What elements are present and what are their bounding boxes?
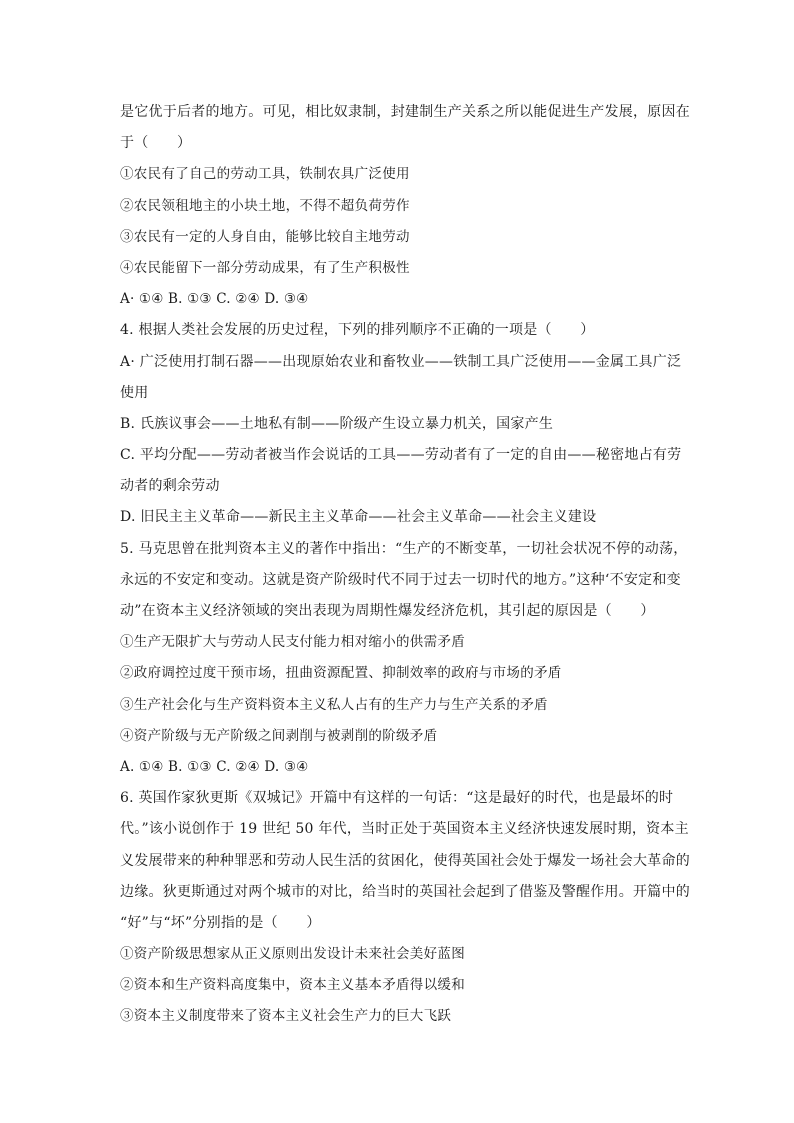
q3-option-4: ④农民能留下一部分劳动成果，有了生产积极性 (120, 259, 410, 276)
q6-stem-line-4: 边缘。狄更斯通过对两个城市的对比，给当时的英国社会起到了借鉴及警醒作用。开篇中的 (120, 883, 690, 900)
q3-option-3: ③农民有一定的人身自由，能够比较自主地劳动 (120, 228, 410, 245)
q4-stem: 4. 根据人类社会发展的历史过程，下列的排列顺序不正确的一项是（ ） (120, 322, 595, 339)
q5-option-1: ①生产无限扩大与劳动人民支付能力相对缩小的供需矛盾 (120, 634, 465, 651)
q3-stem-line-1: 是它优于后者的地方。可见，相比奴隶制，封建制生产关系之所以能促进生产发展，原因在 (120, 104, 690, 120)
q4-choice-c-line-1: C. 平均分配——劳动者被当作会说话的工具——劳动者有了一定的自由——秘密地占有劳 (120, 447, 682, 464)
q5-option-3: ③生产社会化与生产资料资本主义私人占有的生产力与生产关系的矛盾 (120, 696, 548, 713)
q6-option-2: ②资本和生产资料高度集中，资本主义基本矛盾得以缓和 (120, 977, 465, 994)
q6-stem-line-5: “好”与“坏”分别指的是（ ） (120, 914, 321, 931)
q6-stem-line-3: 义发展带来的种种罪恶和劳动人民生活的贫困化，使得英国社会处于爆发一场社会大革命的 (120, 852, 690, 869)
q4-choice-b: B. 氏族议事会——土地私有制——阶级产生设立暴力机关，国家产生 (120, 415, 554, 432)
q5-stem-line-2: 永远的不安定和变动。这就是资产阶级时代不同于过去一切时代的地方。”这种‘不安定和变 (120, 571, 681, 588)
q6-option-3: ③资本主义制度带来了资本主义社会生产力的巨大飞跃 (120, 1008, 452, 1025)
q5-stem-line-3: 动”在资本主义经济领域的突出表现为周期性爆发经济危机，其引起的原因是（ ） (120, 603, 655, 619)
q3-option-1: ①农民有了自己的劳动工具，铁制农具广泛使用 (120, 166, 410, 183)
q5-choices: A. ①④ B. ①③ C. ②④ D. ③④ (120, 758, 309, 775)
q5-option-2: ②政府调控过度干预市场，扭曲资源配置、抑制效率的政府与市场的矛盾 (120, 665, 562, 682)
q6-option-1: ①资产阶级思想家从正义原则出发设计未来社会美好蓝图 (120, 946, 465, 963)
q3-choices: A· ①④ B. ①③ C. ②④ D. ③④ (120, 291, 309, 308)
q4-choice-a-line-1: A· 广泛使用打制石器——出现原始农业和畜牧业——铁制工具广泛使用——金属工具广泛 (120, 353, 682, 370)
q5-stem-line-1: 5. 马克思曾在批判资本主义的著作中指出：“生产的不断变革，一切社会状况不停的动荡， (120, 540, 688, 557)
q3-option-2: ②农民领租地主的小块土地，不得不超负荷劳作 (120, 197, 410, 214)
q4-choice-d: D. 旧民主主义革命——新民主主义革命——社会主义革命——社会主义建设 (120, 509, 597, 526)
q5-option-4: ④资产阶级与无产阶级之间剥削与被剥削的阶级矛盾 (120, 727, 438, 744)
q6-stem-line-2: 代。”该小说创作于 19 世纪 50 年代，当时正处于英国资本主义经济快速发展时期，资本主 (120, 821, 689, 838)
q3-stem-line-2: 于（ ） (120, 135, 192, 152)
q4-choice-a-line-2: 使用 (120, 384, 149, 401)
q4-choice-c-line-2: 动者的剩余劳动 (120, 478, 220, 495)
q6-stem-line-1: 6. 英国作家狄更斯《双城记》开篇中有这样的一句话：“这是最好的时代，也是最坏的时 (120, 790, 674, 807)
document-page (120, 97, 690, 1033)
